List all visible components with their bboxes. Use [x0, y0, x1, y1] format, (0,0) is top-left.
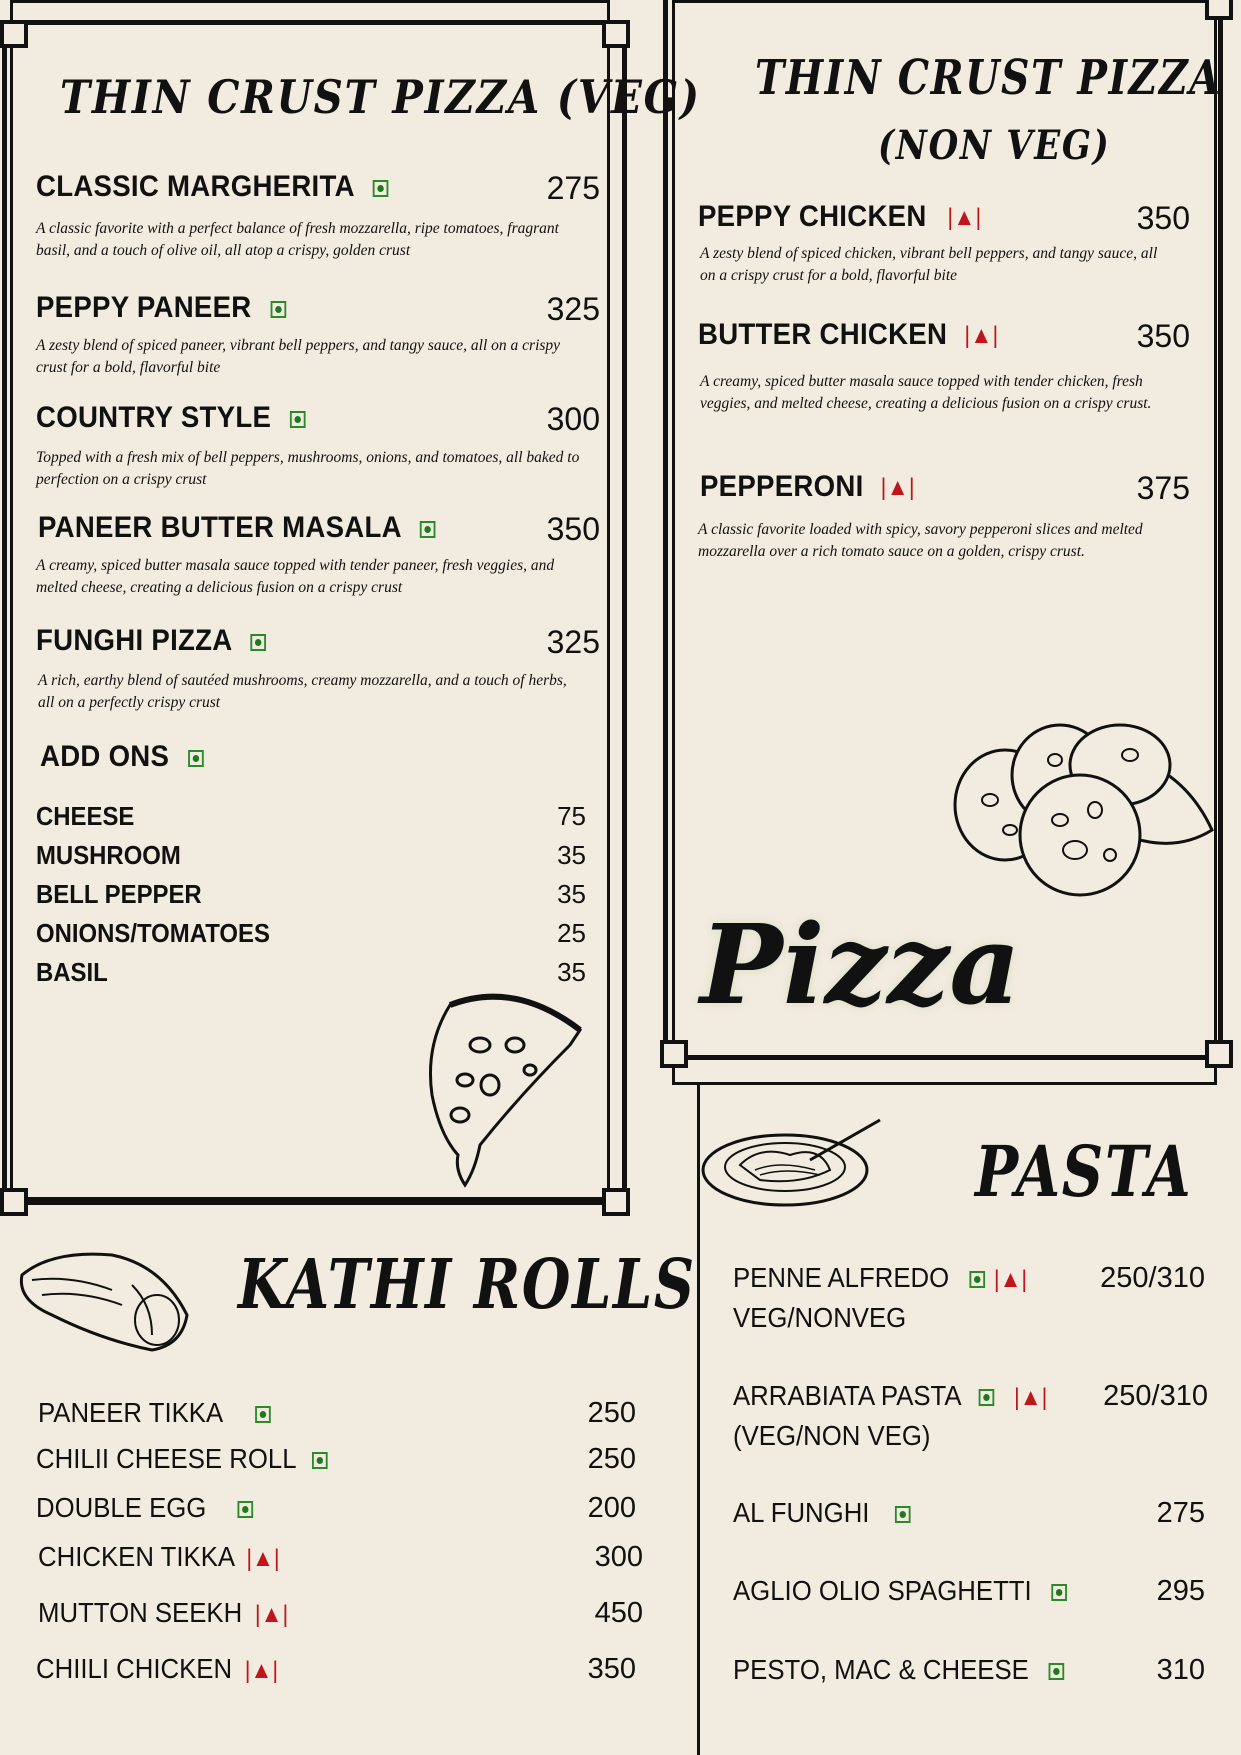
veg-icon — [250, 634, 266, 651]
veg-icon — [420, 521, 436, 538]
corner-ornament — [602, 20, 630, 48]
pasta-item-subname: (VEG/NON VEG) — [733, 1420, 931, 1451]
corner-ornament — [1205, 0, 1233, 20]
pasta-item-price: 310 — [1156, 1654, 1205, 1686]
menu-item-description: A creamy, spiced butter masala sauce topped with tender chicken, fresh veggies, and melted cheese, creating a delicious fusion on a crispy crust. — [700, 373, 1152, 412]
pizza-slice-icon — [420, 985, 590, 1195]
menu-item-name: BUTTER CHICKEN |▲| — [698, 318, 999, 351]
roll-item-name: CHIILI CHICKEN |▲| — [36, 1653, 279, 1684]
menu-item-name: CLASSIC MARGHERITA — [36, 170, 388, 204]
menu-item-price: 325 — [546, 624, 600, 660]
menu-item-price: 350 — [1136, 200, 1190, 236]
veg-icon — [969, 1271, 985, 1288]
roll-item-price: 250 — [587, 1397, 636, 1429]
addon-name: MUSHROOM — [36, 840, 181, 870]
roll-item-price: 200 — [587, 1492, 636, 1524]
veg-icon — [978, 1389, 994, 1406]
addon-price: 35 — [557, 957, 586, 987]
pasta-item-price: 250/310 — [1100, 1262, 1205, 1294]
roll-item-price: 300 — [594, 1541, 643, 1573]
menu-item-price: 375 — [1136, 470, 1190, 506]
nonveg-icon: |▲| — [880, 474, 915, 502]
menu-item-description: A zesty blend of spiced chicken, vibrant bell peppers, and tangy sauce, all on a crispy crust for a bold, flavorful bite — [700, 245, 1158, 284]
addon-name: ONIONS/TOMATOES — [36, 918, 270, 948]
pasta-item-name: AL FUNGHI — [733, 1497, 911, 1529]
addon-name: CHEESE — [36, 801, 135, 831]
nonveg-icon: |▲| — [244, 1656, 279, 1684]
roll-item-name: CHICKEN TIKKA |▲| — [38, 1541, 280, 1572]
addon-name: BELL PEPPER — [36, 879, 202, 909]
menu-item-description: A zesty blend of spiced paneer, vibrant bell peppers, and tangy sauce, all on a crispy crust for a bold, flavorful bite — [36, 337, 561, 376]
veg-icon — [270, 301, 286, 318]
pasta-item-name: ARRABIATA PASTA |▲| — [733, 1380, 1048, 1411]
veg-icon — [290, 411, 306, 428]
roll-item-name: MUTTON SEEKH |▲| — [38, 1597, 289, 1628]
menu-item-name: PEPPY CHICKEN |▲| — [698, 200, 982, 233]
veg-icon — [1049, 1663, 1065, 1680]
menu-item-description: A classic favorite loaded with spicy, savory pepperoni slices and melted mozzarella over a rich tomato sauce on a golden, crispy crust. — [698, 521, 1143, 560]
veg-icon — [312, 1452, 328, 1469]
menu-item-price: 350 — [1136, 318, 1190, 354]
kathi-rolls-title: KATHI ROLLS — [238, 1245, 696, 1325]
addons-heading: ADD ONS — [40, 740, 204, 774]
corner-ornament — [0, 1188, 28, 1216]
nonveg-icon: |▲| — [1014, 1383, 1048, 1411]
corner-ornament — [1205, 1040, 1233, 1068]
addon-name: BASIL — [36, 957, 108, 987]
pasta-item-name: PESTO, MAC & CHEESE — [733, 1654, 1065, 1686]
addon-price: 35 — [557, 840, 586, 870]
veg-icon — [1052, 1584, 1068, 1601]
menu-item-name: FUNGHI PIZZA — [36, 624, 266, 658]
roll-item-price: 350 — [587, 1653, 636, 1685]
menu-item-description: A rich, earthy blend of sautéed mushrooms, creamy mozzarella, and a touch of herbs, all on a perfectly crispy crust — [38, 672, 567, 711]
veg-icon — [373, 180, 389, 197]
pasta-item-name: PENNE ALFREDO |▲| — [733, 1262, 1028, 1293]
corner-ornament — [602, 1188, 630, 1216]
pasta-plate-icon — [700, 1115, 890, 1210]
veg-icon — [237, 1501, 253, 1518]
veg-icon — [188, 750, 204, 767]
roll-item-name: PANEER TIKKA — [38, 1397, 270, 1429]
pizza-logo-text: Pizza — [700, 900, 1021, 1029]
pepperoni-icon — [950, 720, 1215, 900]
nonveg-icon: |▲| — [246, 1544, 280, 1572]
menu-item-price: 325 — [546, 291, 600, 327]
pasta-item-price: 275 — [1156, 1497, 1205, 1529]
addon-price: 35 — [557, 879, 586, 909]
menu-item-price: 275 — [546, 170, 600, 206]
addon-price: 25 — [557, 918, 586, 948]
menu-item-name: PANEER BUTTER MASALA — [38, 511, 435, 545]
menu-item-name: PEPPERONI |▲| — [700, 470, 915, 503]
corner-ornament — [0, 20, 28, 48]
roll-item-name: DOUBLE EGG — [36, 1492, 253, 1524]
nonveg-icon: |▲| — [964, 322, 999, 350]
pasta-item-price: 250/310 — [1103, 1380, 1208, 1412]
nonveg-icon: |▲| — [993, 1265, 1028, 1293]
nonveg-pizza-subtitle: (NON VEG) — [878, 122, 1111, 169]
nonveg-pizza-title: THIN CRUST PIZZA — [755, 50, 1222, 106]
menu-item-description: Topped with a fresh mix of bell peppers, mushrooms, onions, and tomatoes, all baked to perfection on a crispy crust — [36, 449, 580, 488]
pasta-item-subname: VEG/NONVEG — [733, 1302, 907, 1333]
menu-item-price: 300 — [546, 401, 600, 437]
menu-item-name: PEPPY PANEER — [36, 291, 286, 325]
corner-ornament — [660, 1040, 688, 1068]
menu-item-price: 350 — [546, 511, 600, 547]
pasta-title: PASTA — [975, 1130, 1193, 1213]
nonveg-icon: |▲| — [947, 204, 982, 232]
addon-price: 75 — [557, 801, 586, 831]
roll-item-price: 450 — [594, 1597, 643, 1629]
menu-item-description: A creamy, spiced butter masala sauce topped with tender paneer, fresh veggies, and melted cheese, creating a delicious fusion on a crispy crust — [36, 557, 555, 596]
pasta-item-name: AGLIO OLIO SPAGHETTI — [733, 1575, 1067, 1607]
menu-item-name: COUNTRY STYLE — [36, 401, 306, 435]
nonveg-icon: |▲| — [254, 1600, 289, 1628]
veg-pizza-title: THIN CRUST PIZZA (VEG) — [60, 70, 701, 124]
roll-item-price: 250 — [587, 1443, 636, 1475]
veg-icon — [255, 1406, 271, 1423]
pasta-item-price: 295 — [1156, 1575, 1205, 1607]
menu-item-description: A classic favorite with a perfect balance of fresh mozzarella, ripe tomatoes, fragrant basil, and a touch of olive oil, all atop a crispy, golden crust — [36, 220, 559, 259]
veg-icon — [895, 1506, 911, 1523]
kathi-roll-icon — [12, 1245, 197, 1355]
roll-item-name: CHILII CHEESE ROLL — [36, 1443, 328, 1475]
